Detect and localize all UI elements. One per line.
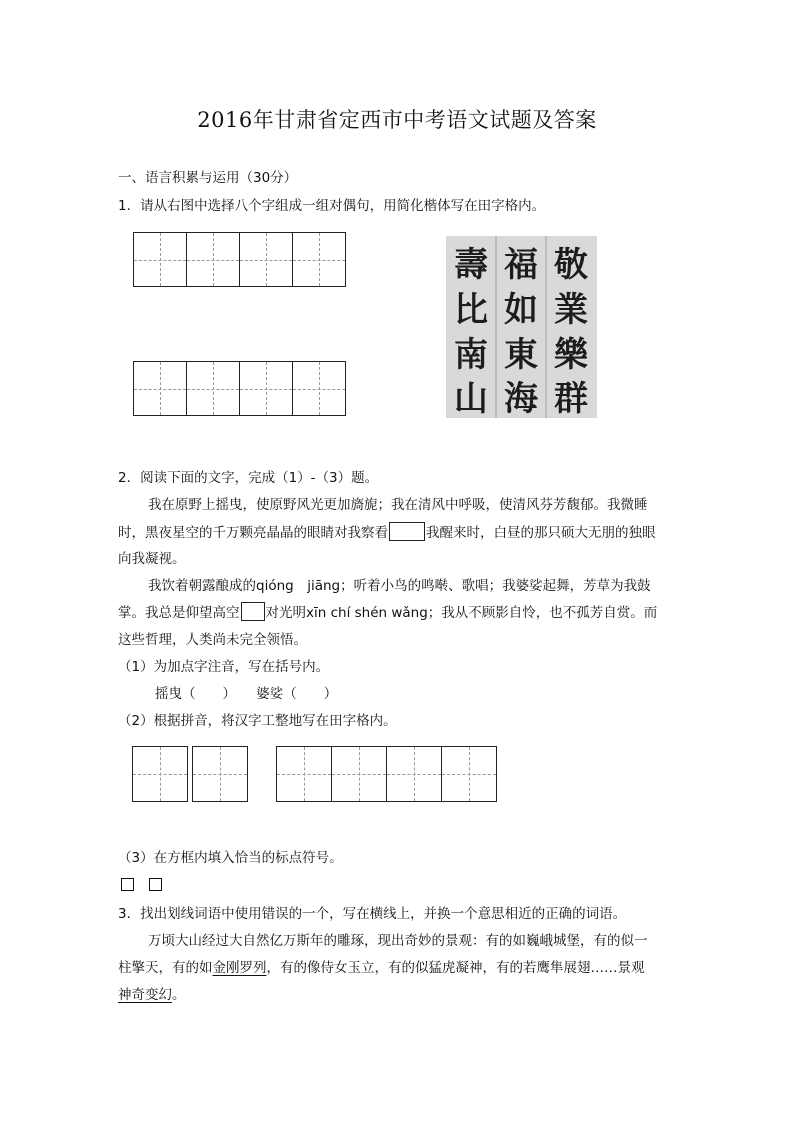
answer-grid-row-2[interactable] bbox=[133, 361, 345, 416]
passage-text: 柱擎天，有的如 bbox=[118, 960, 213, 976]
passage-line: 这些哲理，人类尚未完全领悟。 bbox=[118, 632, 307, 648]
pinyin-grid-1[interactable] bbox=[132, 746, 247, 802]
sub-question-1-items: 摇曳（ ） 婆娑（ ） bbox=[155, 686, 338, 702]
calligraphy-char: 壽 bbox=[454, 244, 488, 285]
calligraphy-char: 南 bbox=[454, 334, 488, 375]
page-title: 2016年甘肃省定西市中考语文试题及答案 bbox=[197, 108, 597, 132]
passage-line: 我饮着朝露酿成的qióng jiāng；听着小鸟的鸣啭、歌唱；我婆娑起舞，芳草为我鼓 bbox=[148, 578, 651, 594]
grid-cell[interactable] bbox=[276, 746, 332, 802]
passage-line bbox=[118, 521, 656, 541]
calligraphy-image bbox=[446, 236, 597, 418]
calligraphy-char: 業 bbox=[554, 289, 588, 330]
grid-cell[interactable] bbox=[331, 746, 387, 802]
pinyin-grid-2[interactable] bbox=[276, 746, 496, 802]
grid-cell[interactable] bbox=[441, 746, 497, 802]
grid-cell[interactable] bbox=[239, 232, 293, 287]
passage-text: 。 bbox=[172, 987, 186, 1003]
calligraphy-char: 海 bbox=[504, 378, 538, 419]
passage-line: 万顷大山经过大自然亿万斯年的雕琢，现出奇妙的景观：有的如巍峨城堡，有的似一 bbox=[148, 933, 648, 949]
question-2: 2．阅读下面的文字，完成（1）-（3）题。 bbox=[118, 470, 379, 486]
grid-cell[interactable] bbox=[133, 361, 187, 416]
question-1: 1．请从右图中选择八个字组成一组对偶句，用简化楷体写在田字格内。 bbox=[118, 198, 546, 214]
grid-cell[interactable] bbox=[292, 232, 346, 287]
underlined-phrase: 神奇变幻 bbox=[118, 987, 172, 1003]
sub-question-1: （1）为加点字注音，写在括号内。 bbox=[118, 659, 330, 675]
sub-question-2: （2）根据拼音，将汉字工整地写在田字格内。 bbox=[118, 713, 397, 729]
passage-line bbox=[118, 983, 186, 1003]
calligraphy-char: 山 bbox=[454, 378, 488, 419]
calligraphy-char: 東 bbox=[504, 334, 538, 375]
calligraphy-char: 敬 bbox=[554, 244, 588, 285]
passage-line: 向我凝视。 bbox=[118, 551, 186, 567]
underlined-phrase: 金刚罗列 bbox=[212, 960, 267, 976]
punctuation-box[interactable] bbox=[389, 522, 425, 541]
calligraphy-char: 福 bbox=[504, 244, 538, 285]
calligraphy-char: 如 bbox=[504, 289, 538, 330]
section-heading: 一、语言积累与运用（30分） bbox=[118, 170, 298, 186]
punctuation-answer-box[interactable] bbox=[121, 878, 134, 891]
calligraphy-char: 樂 bbox=[554, 334, 588, 375]
calligraphy-char: 比 bbox=[454, 289, 488, 330]
punctuation-answer-box[interactable] bbox=[149, 878, 162, 891]
passage-text: 我醒来时，白昼的那只硕大无朋的独眼 bbox=[426, 525, 656, 541]
grid-cell[interactable] bbox=[133, 232, 187, 287]
grid-cell[interactable] bbox=[186, 232, 240, 287]
sub-question-3: （3）在方框内填入恰当的标点符号。 bbox=[118, 850, 343, 866]
grid-cell[interactable] bbox=[192, 746, 248, 802]
passage-line bbox=[118, 601, 657, 621]
grid-cell[interactable] bbox=[386, 746, 442, 802]
passage-text: 时，黑夜星空的千万颗亮晶晶的眼睛对我察看 bbox=[118, 525, 388, 541]
grid-cell[interactable] bbox=[132, 746, 188, 802]
passage-text: ，有的像侍女玉立，有的似猛虎凝神，有的若鹰隼展翅……景观 bbox=[266, 960, 645, 976]
question-3: 3．找出划线词语中使用错误的一个，写在横线上，并换一个意思相近的正确的词语。 bbox=[118, 906, 627, 922]
grid-cell[interactable] bbox=[292, 361, 346, 416]
grid-cell[interactable] bbox=[186, 361, 240, 416]
passage-line: 我在原野上摇曳，使原野风光更加旖旎；我在清风中呼吸，使清风芬芳馥郁。我微睡 bbox=[148, 497, 648, 513]
answer-grid-row-1[interactable] bbox=[133, 232, 345, 287]
calligraphy-char: 群 bbox=[554, 378, 588, 419]
punctuation-box[interactable] bbox=[241, 602, 265, 621]
passage-line bbox=[118, 956, 645, 976]
passage-text: 对光明xīn chí shén wǎng；我从不顾影自怜，也不孤芳自赏。而 bbox=[265, 605, 658, 621]
grid-cell[interactable] bbox=[239, 361, 293, 416]
passage-text: 掌。我总是仰望高空 bbox=[118, 605, 240, 621]
